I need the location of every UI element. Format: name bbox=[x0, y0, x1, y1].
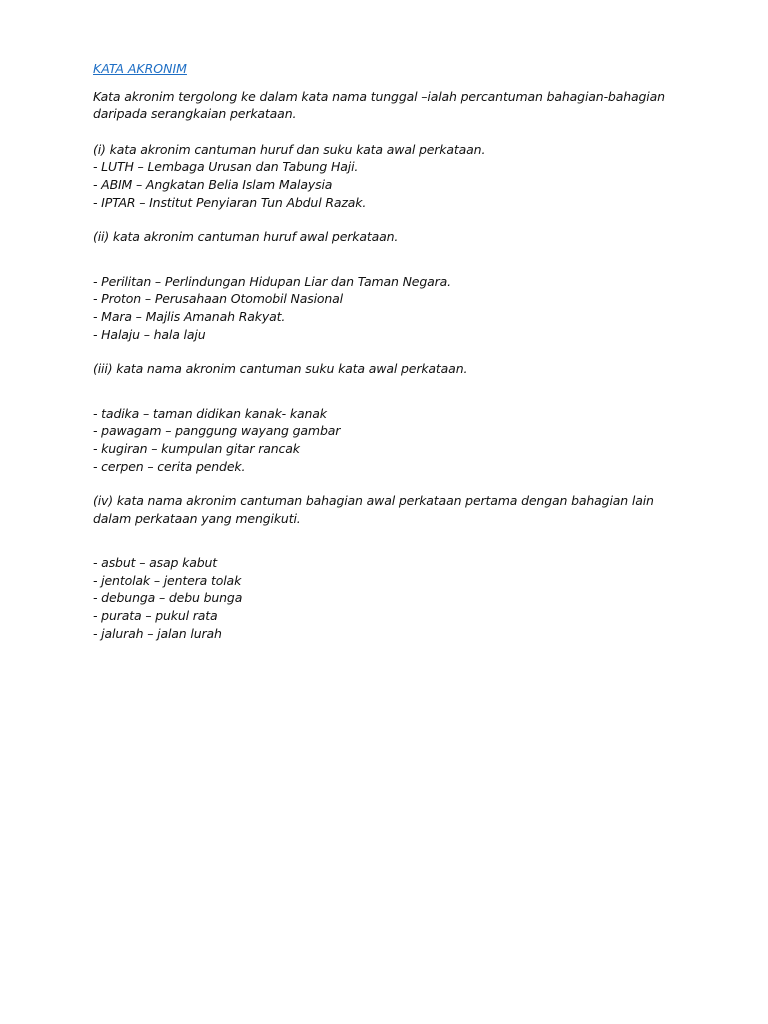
section-heading: (iii) kata nama akronim cantuman suku kata awal perkataan. bbox=[93, 361, 468, 377]
list-item: - asbut – asap kabut bbox=[93, 555, 218, 571]
list-item: - Mara – Majlis Amanah Rakyat. bbox=[93, 308, 286, 324]
example-list bbox=[93, 273, 683, 343]
example-list bbox=[93, 405, 683, 475]
list-item: - debunga – debu bunga bbox=[93, 590, 243, 606]
example-list bbox=[93, 554, 683, 642]
section-1 bbox=[93, 141, 683, 211]
example-list bbox=[93, 158, 683, 211]
list-item: - Perilitan – Perlindungan Hidupan Liar dan Taman Negara. bbox=[93, 273, 451, 289]
section-3 bbox=[93, 360, 683, 475]
list-item: - jentolak – jentera tolak bbox=[93, 572, 242, 588]
list-item: - Proton – Perusahaan Otomobil Nasional bbox=[93, 291, 343, 307]
list-item: - tadika – taman didikan kanak- kanak bbox=[93, 405, 327, 421]
list-item: - pawagam – panggung wayang gambar bbox=[93, 423, 341, 439]
document-title: KATA AKRONIM bbox=[93, 61, 187, 76]
section-4 bbox=[93, 492, 683, 642]
list-item: - IPTAR – Institut Penyiaran Tun Abdul Razak. bbox=[93, 194, 367, 210]
document-page bbox=[93, 60, 683, 642]
section-heading: (ii) kata akronim cantuman huruf awal perkataan. bbox=[93, 229, 399, 245]
intro-paragraph: Kata akronim tergolong ke dalam kata nama tunggal –ialah percantuman bahagian-bahagian daripada serangkaian perkataan. bbox=[93, 88, 665, 122]
list-item: - ABIM – Angkatan Belia Islam Malaysia bbox=[93, 176, 333, 192]
list-item: - Halaju – hala laju bbox=[93, 326, 206, 342]
list-item: - jalurah – jalan lurah bbox=[93, 625, 222, 641]
list-item: - purata – pukul rata bbox=[93, 608, 218, 624]
list-item: - cerpen – cerita pendek. bbox=[93, 458, 246, 474]
section-heading: (iv) kata nama akronim cantuman bahagian awal perkataan pertama dengan bahagian lain dalam perkataan yang mengikuti. bbox=[93, 493, 654, 526]
section-heading: (i) kata akronim cantuman huruf dan suku kata awal perkataan. bbox=[93, 141, 486, 157]
list-item: - LUTH – Lembaga Urusan dan Tabung Haji. bbox=[93, 159, 359, 175]
list-item: - kugiran – kumpulan gitar rancak bbox=[93, 440, 300, 456]
section-2 bbox=[93, 228, 683, 343]
